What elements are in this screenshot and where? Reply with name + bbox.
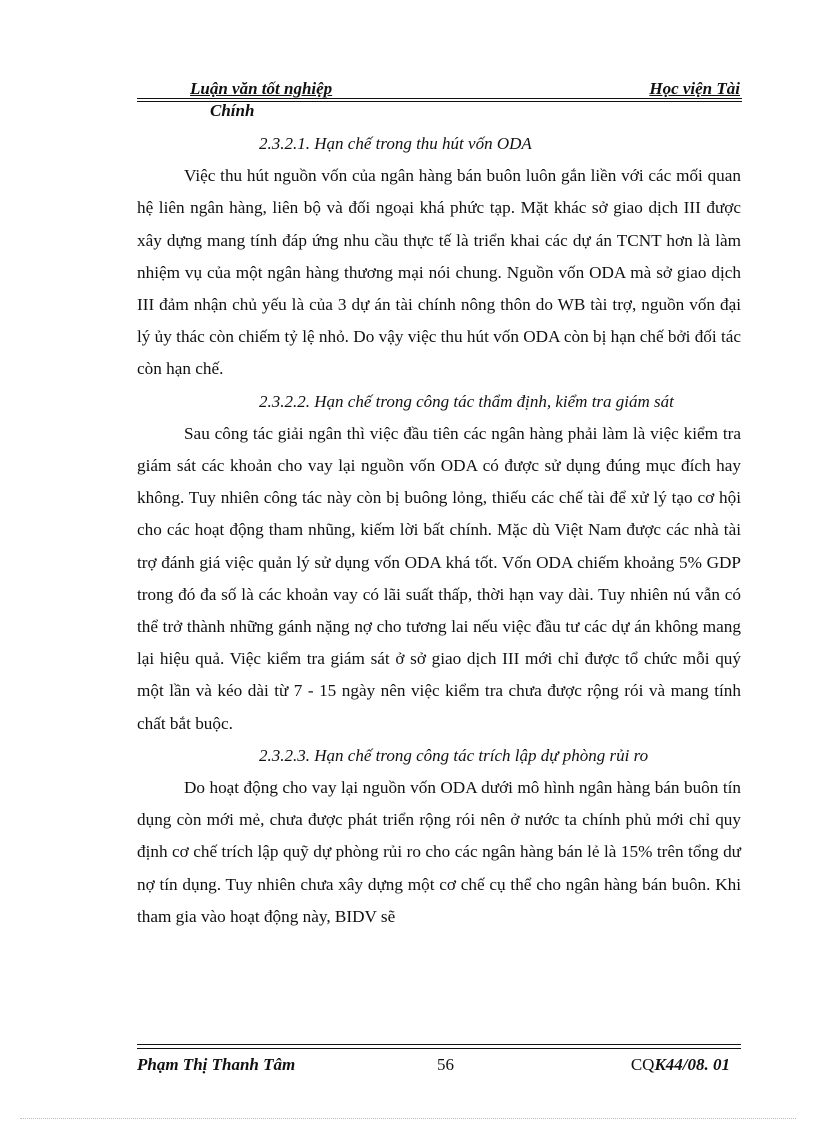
footer-class-number: K44/08. 01 xyxy=(654,1055,730,1074)
page-edge-divider xyxy=(20,1118,796,1119)
footer-rule-secondary xyxy=(137,1048,741,1049)
section-heading: 2.3.2.1. Hạn chế trong thu hút vốn ODA xyxy=(259,134,532,153)
section-heading: 2.3.2.3. Hạn chế trong công tác trích lập dự phòng rủi ro xyxy=(259,745,649,765)
footer-author: Phạm Thị Thanh Tâm xyxy=(137,1055,296,1074)
page-number: 56 xyxy=(437,1055,454,1074)
footer-rule xyxy=(137,1044,741,1045)
section-heading: 2.3.2.2. Hạn chế trong công tác thẩm định, kiểm tra giám sát xyxy=(259,391,674,411)
footer-class-code xyxy=(631,1055,730,1075)
section-paragraph: Do hoạt động cho vay lại nguồn vốn ODA dưới mô hình ngân hàng bán buôn tín dụng còn mới mẻ, chưa được phát triển rộng rói nên ở nước ta chính phủ mới chỉ quy định cơ chế trích lập quỹ dự phòng rủi ro cho các ngân hàng bán lẻ là 15% trên tổng dư nợ tín dụng. Tuy nhiên chưa xây dựng một cơ chế cụ thể cho ngân hàng bán buôn. Khi tham gia vào hoạt động này, BIDV sẽ xyxy=(137,778,741,926)
header-thesis-title: Luận văn tốt nghiệp xyxy=(190,79,333,98)
section-paragraph: Sau công tác giải ngân thì việc đầu tiên các ngân hàng phải làm là việc kiểm tra giám sát các khoản cho vay lại nguồn vốn ODA có được sử dụng đúng mục đích hay không. Tuy nhiên công tác này còn bị buông lỏng, thiếu các chế tài để xử lý tạo cơ hội cho các hoạt động tham nhũng, kiếm lời bất chính. Mặc dù Việt Nam được các nhà tài trợ đánh giá việc quản lý sử dụng vốn ODA khá tốt. Vốn ODA chiếm khoảng 5% GDP trong đó đa số là các khoản vay có lãi suất thấp, thời hạn vay dài. Tuy nhiên nú vẫn có thể trở thành những gánh nặng nợ cho tương lai nếu việc đầu tư các dự án không mang lại hiệu quả. Việc kiểm tra giám sát ở sở giao dịch III mới chỉ được tổ chức mỗi quý một lần và kéo dài từ 7 - 15 ngày nên việc kiểm tra chưa được rộng rói và mang tính chất bắt buộc. xyxy=(137,423,741,733)
header-institution: Học viện Tài xyxy=(649,79,740,98)
footer-class-prefix: CQ xyxy=(630,1055,655,1074)
header-institution-continued: Chính xyxy=(210,101,255,120)
page-body xyxy=(137,128,741,933)
section-paragraph: Việc thu hút nguồn vốn của ngân hàng bán buôn luôn gắn liền với các mối quan hệ liên ngân hàng, liên bộ và đối ngoại khá phức tạp. Mặt khác sở giao dịch III được xây dựng mang tính đáp ứng nhu cầu thực tế là triển khai các dự án TCNT hơn là làm nhiệm vụ của một ngân hàng thương mại nói chung. Nguồn vốn ODA mà sở giao dịch III đảm nhận chủ yếu là của 3 dự án tài chính nông thôn do WB tài trợ, nguồn vốn đại lý ủy thác còn chiếm tỷ lệ nhỏ. Do vậy việc thu hút vốn ODA còn bị hạn chế bởi đối tác còn hạn chế. xyxy=(137,166,741,379)
header-rule xyxy=(137,98,742,99)
